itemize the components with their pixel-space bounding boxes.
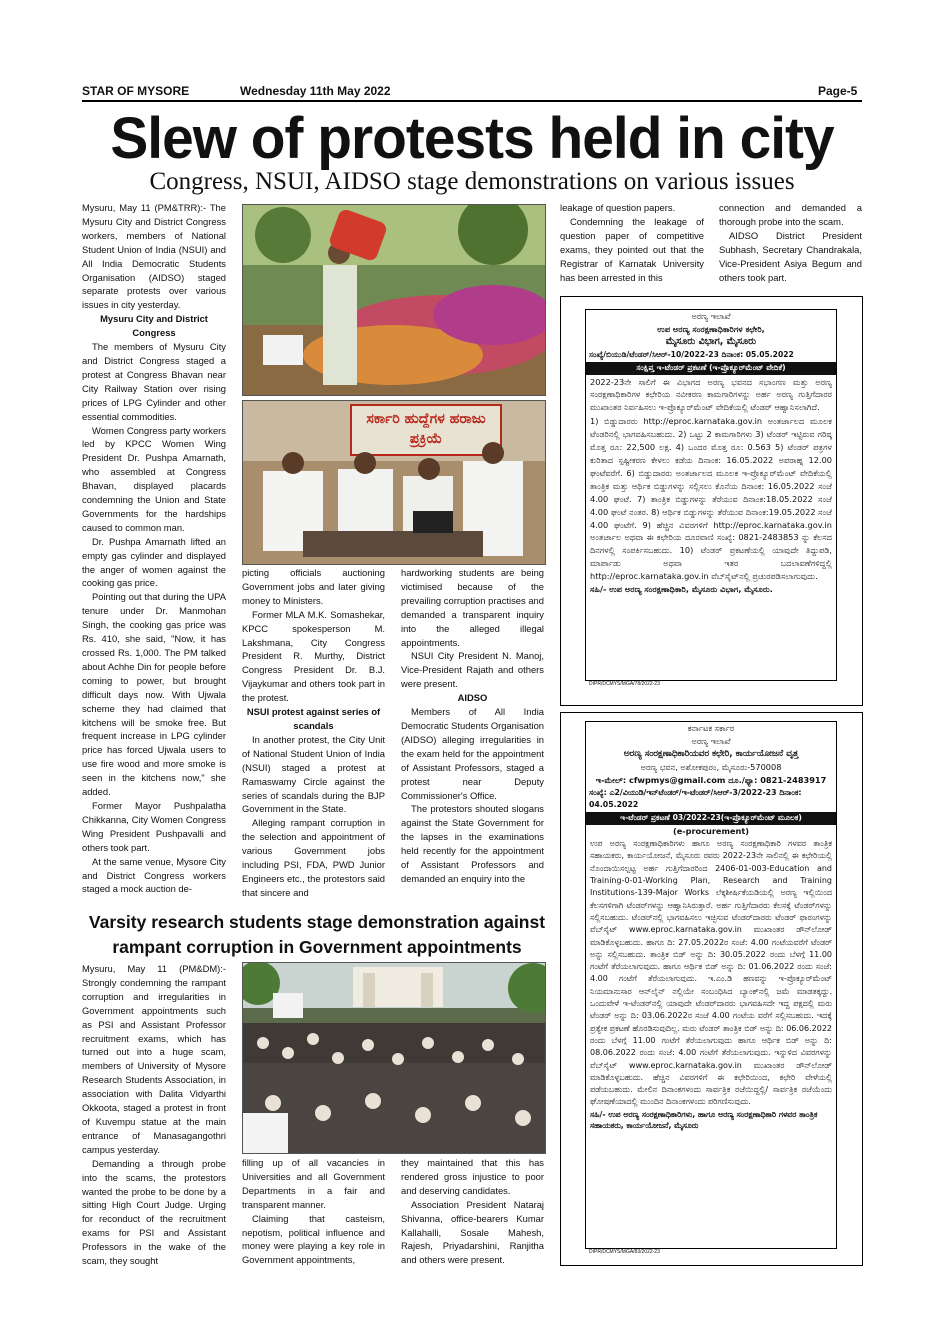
ad-eproc-label: (e-procurement): [672, 826, 750, 837]
ad-reference: ಸಂಖ್ಯೆ: ಎ2/ವಿಯುಡಿ/ಇನ್‌ಟೆಂಡರ್/ಇ-ಟೆಂಡರ್/ಸಿಆರ್-3/2022-23 ದಿನಾಂಕ: 04.05.2022: [589, 787, 802, 810]
ad-notice-bar: ಇ-ಟೆಂಡರ್ ಪ್ರಕಟಣೆ 03/2022-23(ಇ-ಪ್ರೊಕ್ಯೂರ್‌ಮೆಂಟ್ ಮೂಲಕ): [586, 812, 836, 825]
ad-line: ಕರ್ನಾಟಕ ಸರ್ಕಾರ: [687, 723, 735, 733]
article-column-3: [401, 566, 544, 886]
paragraph: picting officials auctioning Government jobs and later giving money to Ministers.: [242, 567, 385, 606]
tender-notice-ad-1: [560, 296, 863, 706]
ad-dipr-code: DIPR/DCMYS/MGA/83/2022-23: [589, 1249, 660, 1255]
second-article-column-2: [242, 1156, 385, 1267]
paragraph: Alleging rampant corruption in the selection and appointment of various Government jobs including PSI, FDA, PWD Junior Engineers etc., the protestors said that sincere and: [242, 817, 385, 898]
ad-line: ಅರಣ್ಯ ಇಲಾಖೆ: [691, 735, 731, 746]
issue-date: Wednesday 11th May 2022: [240, 84, 391, 98]
paragraph: Condemning the leakage of question paper of competitive exams, they pointed out that the Registrar of Karnatak University has been arrested in this: [560, 215, 704, 283]
ad-line: ಅರಣ್ಯ ಇಲಾಖೆ: [691, 311, 731, 321]
ad-body: 2022-23ನೇ ಸಾಲಿಗೆ ಈ ವಿಭಾಗದ ಅರಣ್ಯ ಭವನದ ಸಭಾಂಗಣ ಮತ್ತು ಅರಣ್ಯ ಸಂರಕ್ಷಣಾಧಿಕಾರಿಗಳ ಕಛೇರಿಯ ನವೀಕರಣ ಕಾಮಗಾರಿಗಳನ್ನು ಅರ್ಹ ಅರಣ್ಯ ಗುತ್ತಿಗೆದಾರರ ಮುಖಾಂತರ ನಿರ್ವಹಿಸಲು ಇ-ಪ್ರೊಕ್ಯೂರ್‌ಮೆಂಟ್ ವೇದಿಕೆಯಲ್ಲಿ ಟೆಂಡರ್ ಆಹ್ವಾನಿಸಲಾಗಿದೆ.: [590, 376, 832, 413]
dateline-paragraph: Mysuru, May 11 (PM&TRR):- The Mysuru City and District Congress workers, members of National Student Union of India (NSUI) and All India Democratic Students Organisation (AIDSO) staged separate protests over various issues in city yesterday.: [82, 202, 226, 311]
ad-line: ಉಪ ಅರಣ್ಯ ಸಂರಕ್ಷಣಾಧಿಕಾರಿಗಳ ಕಛೇರಿ,: [657, 323, 765, 334]
article-column-4: [560, 201, 704, 284]
ad-line: ಮೈಸೂರು ವಿಭಾಗ, ಮೈಸೂರು: [665, 335, 757, 347]
ad-body: 1) ಬಿಡ್ಡುದಾರರು http://eproc.karnataka.gov.in ಅಂತರ್ಜಾಲದ ಮೂಲಕ ಟೆಂಡರಿನಲ್ಲಿ ಭಾಗವಹಿಸಬಹುದು. 2) ಒಟ್ಟು 2 ಕಾಮಗಾರಿಗಳು 3) ಟೆಂಡರ್ ಇಟ್ಟಿರುವ ಗರಿಷ್ಠ ಮೊತ್ತ ರೂ: 22,500 ಲಕ್ಷ. 4) ಒಂದರ ಮೊತ್ತ ರೂ: 0.563 5) ಟೆಂಡರ್ ಪತ್ರಗಳ ಕುರಿತಾದ ಸ್ಪಷ್ಟೀಕರಣ ಕೇಳಲು ಕಡೆಯ ದಿನಾಂಕ: 16.05.2022 ಅಪರಾಹ್ನ 12.00 ಘಂಟೆವರೆಗೆ. 6) ಬಿಡ್ಡುದಾರರು ಅಂತರ್ಜಾಲದ ಮೂಲಕ ಇ-ಪ್ರೊಕ್ಯೂರ್‌ಮೆಂಟ್ ವೇದಿಕೆಯಲ್ಲಿ ತಾಂತ್ರಿಕ ಮತ್ತು ಆರ್ಥಿಕ ಬಿಡ್ಡುಗಳನ್ನು ಸಲ್ಲಿಸಲು ಕೊನೆಯ ದಿನಾಂಕ: 16.05.2022 ಸಂಜೆ 4.00 ಘಂಟೆ. 7) ತಾಂತ್ರಿಕ ಬಿಡ್ಡುಗಳನ್ನು ತೆರೆಯುವ ದಿನಾಂಕ:18.05.2022 ಸಂಜೆ 4.00 ಘಂಟೆ ನಂತರ. 8) ಆರ್ಥಿಕ ಬಿಡ್ಡುಗಳನ್ನು ತೆರೆಯುವ ದಿನಾಂಕ:19.05.2022 ಸಂಜೆ 4.00 ಘಂಟೆಗೆ. 9) ಹೆಚ್ಚಿನ ವಿವರಗಳಿಗೆ http://eproc.karnataka.gov.in ಅಂತರ್ಜಾಲ ಅಥವಾ ಈ ಕಛೇರಿಯ ದೂರವಾಣಿ ಸಂಖ್ಯೆ: 0821-2483853 ನ್ನು ಕೆಲಸದ ದಿನಗಳಲ್ಲಿ ಸಂಪರ್ಕಿಸಬಹುದು. 10) ಟೆಂಡರ್ ಪ್ರಕಟಣೆಯಲ್ಲಿ ಯಾವುದೇ ತಿದ್ದುಪಡಿ, ಮಾರ್ಪಾಡು ಅಥವಾ ಇತರ ಬದಲಾವಣೆಗಳಿದ್ದಲ್ಲಿ http://eproc.karnataka.gov.in ವೆಬ್‌ಸೈಟ್‌ನಲ್ಲಿ ಪ್ರಚುರಪಡಿಸಲಾಗುವುದು.: [590, 416, 832, 582]
main-subheadline: Congress, NSUI, AIDSO stage demonstrations on various issues: [149, 168, 795, 195]
dateline-paragraph: Mysuru, May 11 (PM&DM):- Strongly condemning the rampant corruption and irregularities in Government appointments such as PSI and Assistant Professor recruitment exams, which has turned out into a huge scam, members of University of Mysore Research Students Association, in association with Dalita Vidyarthi Okkoota, staged a protest in front of Kuvempu statue at the main entrance of Manasagangothri campus yesterday.: [82, 963, 226, 1155]
second-article-column-3: [401, 1156, 544, 1267]
paragraph: hardworking students are being victimised because of the prevailing corruption practises and demanded a transparent inquiry into the alleged illegal appointments.: [401, 567, 544, 648]
paragraph: Women Congress party workers led by KPCC Women Wing President Dr. Pushpa Amarnath, who assembled at Congress Bhavan, displayed placards condemning the Union and State Governments for the hardships caused to common man.: [82, 424, 226, 533]
paragraph: leakage of question papers.: [560, 202, 676, 213]
page-number: Page-5: [818, 84, 858, 98]
ad-reference: ಸಂಖ್ಯೆ/ಬಿಯುಡಿ/ಟೆಂಡರ್/ಸಿಆರ್-10/2022-23 ದಿನಾಂಕ: 05.05.2022: [589, 349, 794, 359]
ad-dipr-code: DIPR/DCMYS/MGA/78/2022-23: [589, 681, 660, 687]
paragraph: In another protest, the City Unit of National Student Union of India (NSUI) staged a protest at Ramaswamy Circle against the series of scandals during the BJP Government in the State.: [242, 733, 385, 815]
photo-mock-auction: [242, 400, 546, 565]
ad-line: ಅರಣ್ಯ ಭವನ, ಅಶೋಕಪುರಂ, ಮೈಸೂರು-570008: [640, 761, 782, 772]
article-column-5: [719, 201, 862, 284]
tender-notice-box: [585, 721, 837, 1249]
tender-notice-box: [585, 309, 837, 681]
tender-notice-ad-2: [560, 712, 863, 1266]
paragraph: Former Mayor Pushpalatha Chikkanna, City Women Congress Wing President Pushpavalli and others took part.: [82, 799, 226, 853]
paragraph: AIDSO District President Subhash, Secretary Chandrakala, Vice-President Asiya Begum and others took part.: [719, 229, 862, 283]
photo-lpg-protest: [242, 204, 546, 396]
ad-body: ಉಪ ಅರಣ್ಯ ಸಂರಕ್ಷಣಾಧಿಕಾರಿಗಳು ಹಾಗೂ ಅರಣ್ಯ ಸಂರಕ್ಷಣಾಧಿಕಾರಿ ಗಳವರ ತಾಂತ್ರಿಕ ಸಹಾಯಕರು, ಕಾರ್ಯಯೋಜನೆ, ಮೈಸೂರು ರವರು 2022-23ನೇ ಸಾಲಿನಲ್ಲಿ ಈ ಕಛೇರಿಯಲ್ಲಿ ನೊಂದಾಯಿಸಲ್ಪಟ್ಟ ಅರ್ಹ ಗುತ್ತಿಗೆದಾರರಿಂದ 2406-01-003-Education and Training-0-01-Working Plan, Research and Training Institutions-139-Major Works ಲೆಕ್ಕಶೀರ್ಷಿಕೆಯಡಿಯಲ್ಲಿ ಅರಣ್ಯ ಇಲ್ಲಿಯಿಂದ ಕೆಲಸಗಳಿಗಾಗಿ ಟೆಂಡರ್‌ಗಳನ್ನು ಆಹ್ವಾನಿಸಿರುತ್ತಾರೆ. ಅರ್ಹ ಗುತ್ತಿಗೆದಾರರು ಕೆಲಸಕ್ಕೆ ಟೆಂಡರ್‌ಗಳನ್ನು ಸಲ್ಲಿಸಬಹುದು. ಟೆಂಡರ್‌ನಲ್ಲಿ ಭಾಗವಹಿಸಲು ಇಚ್ಛಿಸುವ ಟೆಂಡರ್‌ದಾರರು ಟೆಂಡರ್ ಫಾರಂಗಳನ್ನು ವೆಬ್‌ಸೈಟ್ www.eproc.karnataka.gov.in ಮುಖಾಂತರ ಡೌನ್‌ಲೋಡ್ ಮಾಡಿಕೊಳ್ಳಬಹುದು. ಹಾಗೂ ದಿ: 27.05.2022ರ ಸಂಜೆ: 4.00 ಗಂಟೆಯವರೆಗೆ ಟೆಂಡರ್ ಅನ್ನು ಸಲ್ಲಿಸಬಹುದು. ತಾಂತ್ರಿಕ ಬಿಡ್ ಅನ್ನು ದಿ: 30.05.2022 ರಂದು ಬೆಳಗ್ಗೆ 11.00 ಗಂಟೆಗೆ ತೆರೆಯಲಾಗುವುದು. ಹಾಗೂ ಆರ್ಥಿಕ ಬಿಡ್ ಅನ್ನು ದಿ: 01.06.2022 ರಂದು ಸಂಜೆ: 4.00 ಗಂಟೆಗೆ ತೆರೆಯಲಾಗುವುದು. ಇ.ಎಂ.ಡಿ ಹಣವನ್ನು ಇ-ಪ್ರೊಕ್ಯೂರ್‌ಮೆಂಟ್ ನಿಯಮಾನುಸಾರ ಆನ್‌ಲೈನ್ ನಲ್ಲಿಯೇ ಸಂಬಂಧಿಸಿದ ಬ್ಯಾಂಕ್‌ನಲ್ಲಿ ಜಮೆ ಮಾಡತಕ್ಕದ್ದು. ಒಂದುವೇಳೆ ಇ-ಟೆಂಡರ್‌ನಲ್ಲಿ ಯಾವುದೇ ಟೆಂಡರ್‌ದಾರರು ಭಾಗವಹಿಸದೇ ಇದ್ದ ಪಕ್ಷದಲ್ಲಿ ಮರು ಟೆಂಡರ್ ಅನ್ನು ದಿ: 03.06.2022ರ ಸಂಜೆ 4.00 ಗಂಟೆಯ ವರೆಗೆ ಸಲ್ಲಿಸಬಹುದು. ಇದಕ್ಕೆ ಪ್ರತ್ಯೇಕ ಪ್ರಕಟಣೆ ಹೊರಡಿಸುವುದಿಲ್ಲ. ಮರು ಟೆಂಡರ್ ತಾಂತ್ರಿಕ ಬಿಡ್ ಅನ್ನು ದಿ: 06.06.2022 ರಂದು ಬೆಳಗ್ಗೆ 11.00 ಗಂಟೆಗೆ ತೆರೆಯಲಾಗುವುದು ಹಾಗೂ ಆರ್ಥಿಕ ಬಿಡ್ ಅನ್ನು ದಿ: 08.06.2022 ರಂದು ಸಂಜೆ: 4.00 ಗಂಟೆಗೆ ತೆರೆಯಲಾಗುವುದು. ಇನ್ನುಳಿದ ವಿವರಗಳನ್ನು ವೆಬ್‌ಸೈಟ್ www.eproc.karnataka.gov.in ಮುಖಾಂತರ ಡೌನ್‌ಲೋಡ್ ಮಾಡಿಕೊಳ್ಳಬಹುದು. ಹೆಚ್ಚಿನ ವಿವರಗಳಿಗೆ ಈ ಕಛೇರಿಯಿಂದ, ಕಛೇರಿ ವೇಳೆಯಲ್ಲಿ ಪಡೆಯಬಹುದು. ಮೇಲಿನ ದಿನಾಂಕಗಳಂದು ಸಾರ್ವತ್ರಿಕ ರಜೆಯಿದ್ದಲ್ಲಿ/ ಸಾರ್ವತ್ರಿಕ ರಜೆಯೆಂದು ಘೋಷಣೆಯಾದಲ್ಲಿ ಮುಂದಿನ ದಿನಾಂಕಗಳಂದು ಪರಿಗಣಿಸುವುದು.: [590, 839, 832, 1107]
paragraph: Former MLA M.K. Somashekar, KPCC spokesperson M. Lakshmana, City Congress President R. Murthy, District Congress President Dr. B.J. Vijaykumar and others took part in the protest.: [242, 608, 385, 704]
main-headline: Slew of protests held in city: [110, 106, 834, 171]
ad-notice-bar: ಸಂಕ್ಷಿಪ್ತ ಇ-ಟೆಂಡರ್ ಪ್ರಕಟಣೆ (ಇ-ಪ್ರೊಕ್ಯೂರ್‌ಮೆಂಟ್ ವೇದಿಕೆ): [586, 362, 836, 375]
ad-line: ಅರಣ್ಯ ಸಂರಕ್ಷಣಾಧಿಕಾರಿಯವರ ಕಛೇರಿ, ಕಾರ್ಯಯೋಜನೆ ವೃತ್ತ: [623, 748, 799, 759]
ad-contact: ಇ-ಮೇಲ್: cfwpmys@gmail.com ದೂ./ಫ್ಯಾ: 0821-2483917: [595, 774, 827, 785]
second-headline: Varsity research students stage demonstration against rampant corruption in Government appointments: [88, 912, 546, 957]
section-subhead: Mysuru City and District Congress: [100, 313, 208, 339]
article-column-1: [82, 201, 226, 896]
paragraph: NSUI City President N. Manoj, Vice-President Rajath and others were present.: [401, 650, 544, 690]
paragraph: connection and demanded a thorough probe into the scam.: [719, 202, 862, 227]
paragraph: The protestors shouted slogans against the State Government for the lapses in the examinations held recently for the appointment of Assistant Professors and demanded an enquiry into the: [401, 803, 544, 884]
ad-signature: ಸಹಿ/- ಉಪ ಅರಣ್ಯ ಸಂರಕ್ಷಣಾಧಿಕಾರಿಗಳು, ಹಾಗೂ ಅರಣ್ಯ ಸಂರಕ್ಷಣಾಧಿಕಾರಿ ಗಳವರ ತಾಂತ್ರಿಕ ಸಹಾಯಕರು, ಕಾರ್ಯಯೋಜನೆ, ಮೈಸೂರು: [590, 1109, 818, 1131]
photo-banner-text: ಸರ್ಕಾರಿ ಹುದ್ದೆಗಳ ಹರಾಜು ಪ್ರಕ್ರಿಯೆ: [366, 411, 486, 447]
second-article-column-1: [82, 962, 226, 1268]
article-column-2: [242, 566, 385, 900]
paragraph: At the same venue, Mysore City and District Congress workers staged a mock auction de-: [82, 855, 226, 895]
section-subhead: AIDSO: [457, 692, 488, 704]
paragraph: filling up of all vacancies in Universities and all Government Departments in a fair and transparent manner.: [242, 1157, 385, 1210]
paragraph: Dr. Pushpa Amarnath lifted an empty gas cylinder and displayed the anger of women against the cooking gas price.: [82, 535, 226, 589]
paragraph: Members of All India Democratic Students Organisation (AIDSO) alleging irregularities in the exam held for the appointment of Assistant Professors, staged a protest near Deputy Commissioner's Office.: [401, 706, 544, 801]
newspaper-name: STAR OF MYSORE: [82, 84, 190, 98]
paragraph: Association President Nataraj Shivanna, office-bearers Kumar Kallahalli, Sosale Mahesh, Rajesh, Priyadarshini, Ranjitha and others were present.: [401, 1198, 544, 1266]
photo-research-students-protest: [242, 962, 546, 1154]
paragraph: Pointing out that during the UPA tenure under Dr. Manmohan Singh, the cooking gas price was Rs. 410, she said, "Now, it has crossed Rs. 1,000. The PM talked about Achhe Din for people before coming to power, but brought difficult days now. With Ujwala scheme they had claimed that kitchens will be smoke free. But frequent increase in LPG cylinder price has forced Ujwala users to use fire wood and more smoke is seen in the kitchens now," she added.: [82, 591, 226, 798]
header-rule: [82, 100, 862, 102]
paragraph: they maintained that this has rendered gross injustice to poor and deserving candidates.: [401, 1157, 544, 1196]
ad-signature: ಸಹಿ/- ಉಪ ಅರಣ್ಯ ಸಂರಕ್ಷಣಾಧಿಕಾರಿ, ಮೈಸೂರು ವಿಭಾಗ, ಮೈಸೂರು.: [590, 584, 773, 595]
paragraph: Demanding a through probe into the scams, the protestors wanted the probe to be done by a sitting High Court Judge. Urging for reconduct of the recruitment exams for PSI and Assistant Professors in the wake of the scam, they sought: [82, 1157, 226, 1267]
section-subhead: NSUI protest against series of scandals: [246, 706, 381, 731]
paragraph: The members of Mysuru City and District Congress staged a protest at Congress Bhavan near City Railway Station over rising prices of LPG Cylinder and other essential commodities.: [82, 341, 226, 422]
paragraph: Claiming that casteism, nepotism, political influence and money were playing a key role in Government appointments,: [242, 1212, 385, 1266]
